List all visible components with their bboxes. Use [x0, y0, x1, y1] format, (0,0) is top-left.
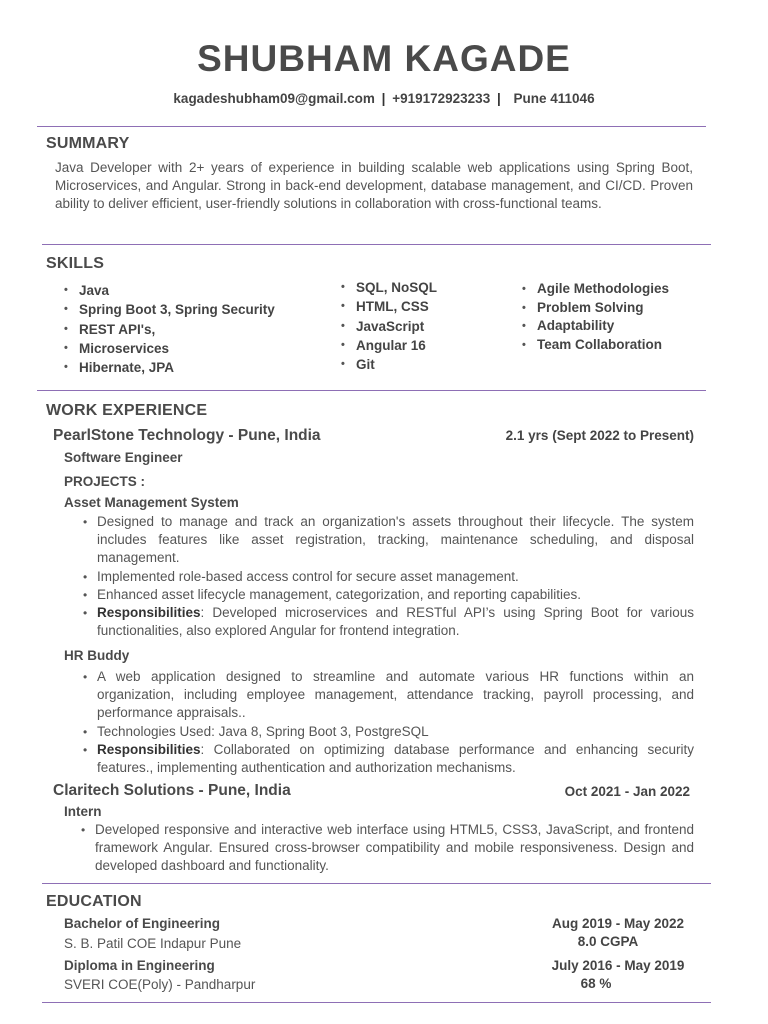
summary-heading: SUMMARY [46, 135, 130, 152]
bullet-item: • Developed responsive and interactive web interface using HTML5, CSS3, JavaScript, and frontend framework Angular. Ensured cross-browser compatibility and mobile responsiveness. Design and developed dashboard and functionality. [62, 821, 694, 876]
skill-item: • SQL, NoSQL [338, 278, 508, 297]
project-title: Asset Management System [64, 495, 239, 510]
location: Pune 411046 [513, 91, 595, 106]
skill-item: • Adaptability [519, 317, 709, 336]
education-degree: Bachelor of Engineering [64, 916, 221, 931]
skill-item: • JavaScript [338, 317, 508, 336]
skill-item: • Spring Boot 3, Spring Security [61, 300, 331, 319]
candidate-name: SHUBHAM KAGADE [197, 38, 571, 79]
skill-item: • Agile Methodologies [519, 280, 709, 299]
bullet-item [64, 604, 694, 640]
divider [42, 244, 711, 245]
skill-item: • Java [61, 281, 331, 300]
responsibilities-label: Responsibilities [97, 741, 201, 757]
company-name: Claritech Solutions - Pune, India [53, 782, 291, 799]
job-bullets [62, 821, 694, 876]
job-role: Software Engineer [64, 450, 183, 465]
project-bullets [64, 668, 694, 777]
divider [42, 883, 711, 884]
bullet-item [64, 741, 694, 777]
skill-item: • Microservices [61, 339, 331, 358]
education-dates: Aug 2019 - May 2022 [551, 916, 685, 931]
job-role: Intern [64, 804, 102, 819]
education-school: S. B. Patil COE Indapur Pune [64, 936, 242, 951]
work-experience-heading: WORK EXPERIENCE [46, 402, 208, 419]
project-bullets [64, 513, 694, 640]
job-dates: Oct 2021 - Jan 2022 [564, 784, 690, 799]
skills-column-2 [338, 278, 508, 374]
project-title: HR Buddy [64, 648, 130, 663]
education-heading: EDUCATION [46, 893, 142, 910]
skill-item: • Angular 16 [338, 336, 508, 355]
education-degree: Diploma in Engineering [64, 958, 215, 973]
divider [37, 126, 706, 127]
bullet-item: • Enhanced asset lifecycle management, categorization, and reporting capabilities. [64, 586, 694, 604]
education-dates: July 2016 - May 2019 [551, 958, 685, 973]
divider [42, 1002, 711, 1003]
skill-item: • Git [338, 355, 508, 374]
skill-item: • Hibernate, JPA [61, 358, 331, 377]
bullet-item: • Designed to manage and track an organization's assets throughout their lifecycle. The system includes features like asset registration, tracking, maintenance scheduling, and disposal management. [64, 513, 694, 568]
skills-heading: SKILLS [46, 255, 105, 272]
skill-item: • Problem Solving [519, 299, 709, 318]
bullet-item: • A web application designed to streamline and automate various HR functions within an organization, including employee management, attendance tracking, payroll processing, and performance appraisals.. [64, 668, 694, 723]
divider [37, 390, 706, 391]
responsibilities-text: : Collaborated on optimizing database performance and enhancing security features., implementing authentication and authorization mechanisms. [97, 741, 694, 776]
company-name: PearlStone Technology - Pune, India [53, 427, 321, 444]
bullet-item: • Implemented role-based access control for secure asset management. [64, 568, 694, 586]
separator: | [496, 91, 501, 106]
bullet-item: • Technologies Used: Java 8, Spring Boot 3, PostgreSQL [64, 723, 694, 741]
contact-line [0, 91, 768, 106]
email[interactable]: kagadeshubham09@gmail.com [173, 91, 375, 106]
skill-item: • Team Collaboration [519, 336, 709, 355]
job-dates: 2.1 yrs (Sept 2022 to Present) [505, 428, 694, 443]
skill-item: • HTML, CSS [338, 297, 508, 316]
responsibilities-text: : Developed microservices and RESTful API’s using Spring Boot for various functionalities, also explored Angular for frontend integration. [97, 605, 694, 639]
responsibilities-label: Responsibilities [97, 605, 201, 621]
summary-text: Java Developer with 2+ years of experience in building scalable web applications using Spring Boot, Microservices, and Angular. Strong in back-end development, database management, and CI/CD. Proven ability to deliver efficient, user-friendly solutions in collaboration with cross-functional teams. [55, 160, 693, 212]
skill-item: • REST API's, [61, 320, 331, 339]
education-school: SVERI COE(Poly) - Pandharpur [64, 977, 256, 992]
education-score: 8.0 CGPA [577, 934, 639, 949]
skills-column-1 [61, 281, 331, 377]
phone: +919172923233 [392, 91, 491, 106]
education-score: 68 % [580, 976, 612, 991]
projects-label: PROJECTS : [64, 474, 146, 489]
skills-column-3 [519, 280, 709, 354]
separator: | [381, 91, 386, 106]
